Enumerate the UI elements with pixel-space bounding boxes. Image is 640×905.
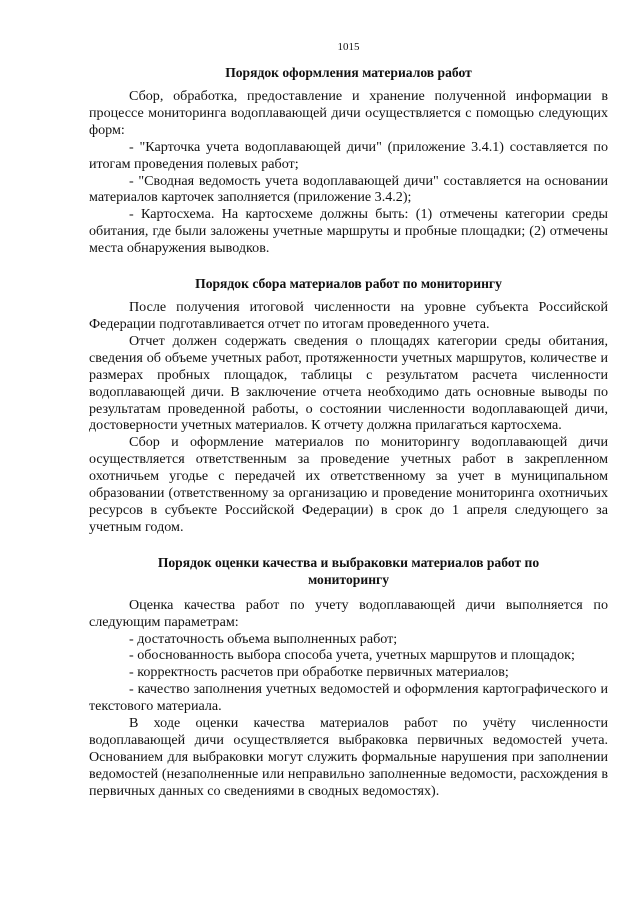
section-heading-collection: Порядок сбора материалов работ по мониторингу <box>195 276 502 292</box>
paragraph: В ходе оценки качества материалов работ по учёту численности водоплавающей дичи осуществляется выбраковка первичных ведомостей учета. Основанием для выбраковки могут служить формальные нарушения при заполнении ведомостей (незаполненные или неправильно заполненные ведомости, расхождения в первичных данных со сведениями в сводных ведомостях). <box>89 715 608 799</box>
list-item: - достаточность объема выполненных работ; <box>129 630 398 647</box>
paragraph: Сбор и оформление материалов по мониторингу водоплавающей дичи осуществляется ответственным за проведение учетных работ в закрепленном охотничьем угодье с передачей их ответственному за учет в муниципальном образовании (ответственному за организацию и проведение мониторинга охотничьих ресурсов в субъекте Российской Федерации) в срок до 1 апреля следующего за учетным годом. <box>89 434 608 535</box>
section-heading-quality-line2: мониторингу <box>307 571 390 587</box>
page-number: 1015 <box>337 41 360 53</box>
section-quality-intro: Оценка качества работ по учету водоплавающей дичи выполняется по следующим параметрам: <box>89 596 608 630</box>
list-item: - обоснованность выбора способа учета, учетных маршрутов и площадок; <box>129 647 575 664</box>
paragraph: Отчет должен содержать сведения о площадях категории среды обитания, сведения об объеме учетных работ, протяженности учетных маршрутов, количестве и размерах пробных площадок, таблицы с результатом расчета численности водоплавающей дичи. В заключение отчета необходимо дать основные выводы по результатам проведенной работы, о состоянии численности водоплавающей дичи, достоверности учетных материалов. К отчету должна прилагаться картосхема. <box>89 332 608 434</box>
list-item: - корректность расчетов при обработке первичных материалов; <box>129 664 509 681</box>
list-item: - Картосхема. На картосхеме должны быть: (1) отмечены категории среды обитания, где были заложены учетные маршруты и пробные площадки; (2) отмечены места обнаружения выводков. <box>89 206 608 257</box>
list-item: - качество заполнения учетных ведомостей и оформления картографического и текстового материала. <box>89 681 608 715</box>
paragraph: После получения итоговой численности на уровне субъекта Российской Федерации подготавливается отчет по итогам проведенного учета. <box>89 299 608 332</box>
section-heading-quality-line1: Порядок оценки качества и выбраковки материалов работ по <box>157 554 540 570</box>
section-heading-formatting: Порядок оформления материалов работ <box>225 65 472 80</box>
list-item: - "Сводная ведомость учета водоплавающей дичи" составляется на основании материалов карточек заполняется (приложение 3.4.2); <box>89 172 608 206</box>
section-formatting-intro: Сбор, обработка, предоставление и хранение полученной информации в процессе мониторинга водоплавающей дичи осуществляется с помощью следующих форм: <box>89 88 608 138</box>
list-item: - "Карточка учета водоплавающей дичи" (приложение 3.4.1) составляется по итогам проведения полевых работ; <box>89 138 608 172</box>
